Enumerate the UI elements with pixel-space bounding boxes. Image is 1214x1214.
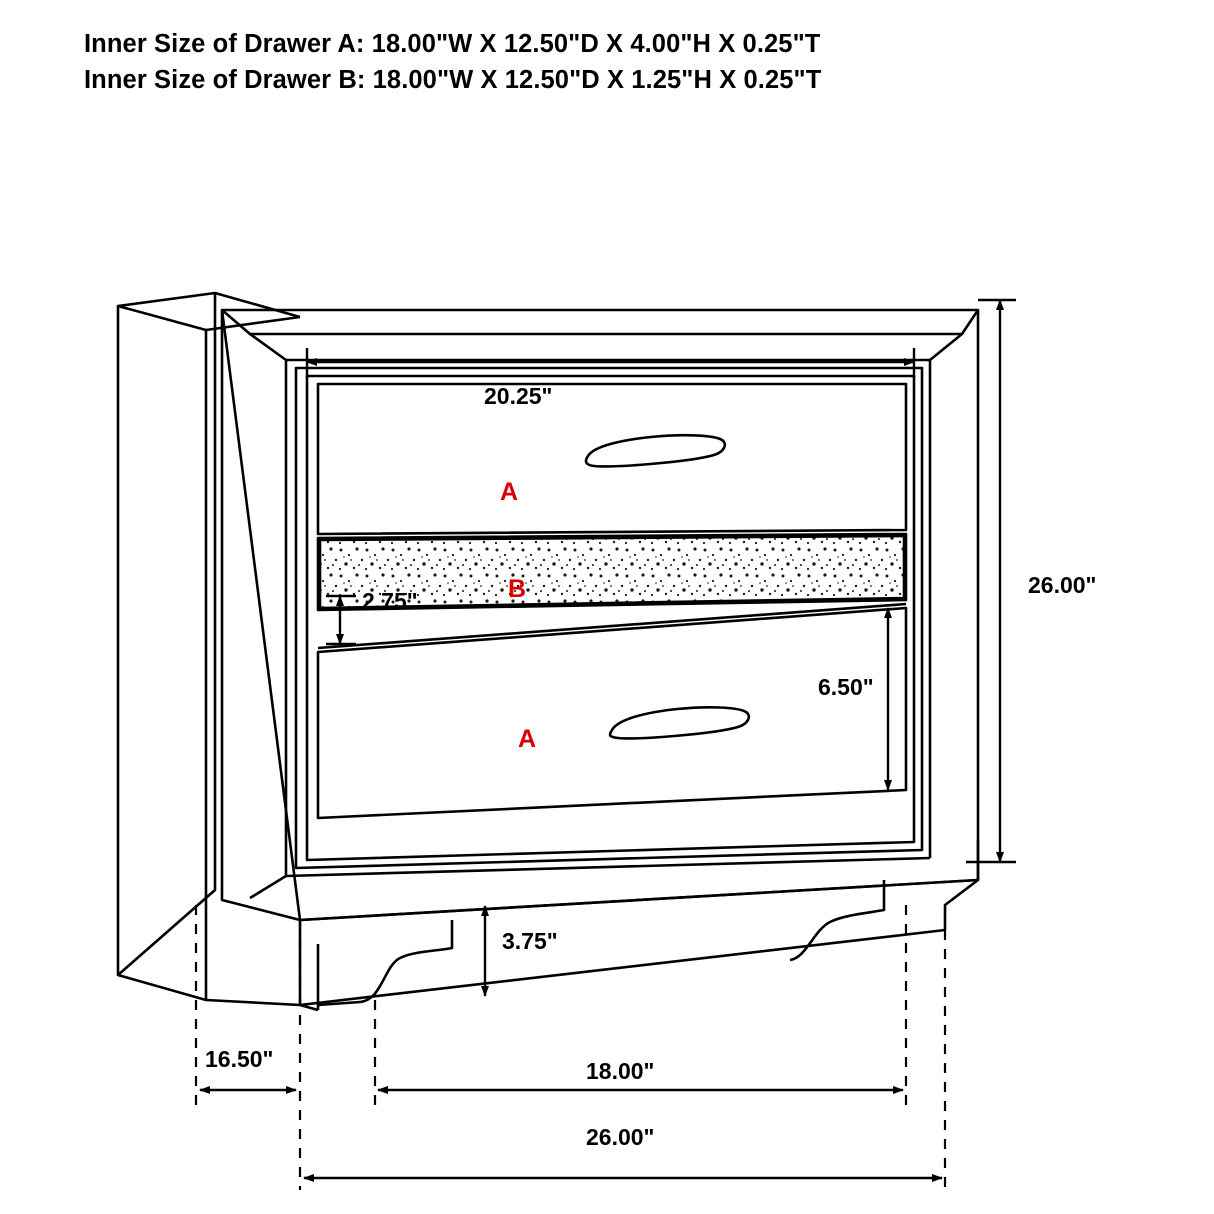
dim-overall-height: 26.00"	[1028, 572, 1097, 598]
drawer-a-inner-size-note: Inner Size of Drawer A: 18.00"W X 12.50"D X 4.00"H X 0.25"T	[84, 30, 821, 58]
label-drawer-a-bottom: A	[518, 725, 537, 753]
dim-front-inner-width: 20.25"	[484, 383, 553, 409]
dim-foot-span: 18.00"	[586, 1058, 655, 1084]
label-drawer-a-top: A	[500, 478, 519, 506]
bottom-dimension-lines	[200, 1090, 942, 1178]
dim-drawer-b-height: 2.75"	[362, 588, 418, 614]
label-drawer-b: B	[508, 575, 527, 603]
dim-lower-drawer-height: 6.50"	[818, 674, 874, 700]
extension-lines	[196, 905, 945, 1190]
dimension-lines	[307, 300, 1016, 996]
dim-side-depth: 16.50"	[205, 1046, 274, 1072]
dim-leg-height: 3.75"	[502, 928, 558, 954]
drawer-b-inner-size-note: Inner Size of Drawer B: 18.00"W X 12.50"D X 1.25"H X 0.25"T	[84, 66, 822, 94]
dim-overall-width: 26.00"	[586, 1124, 655, 1150]
